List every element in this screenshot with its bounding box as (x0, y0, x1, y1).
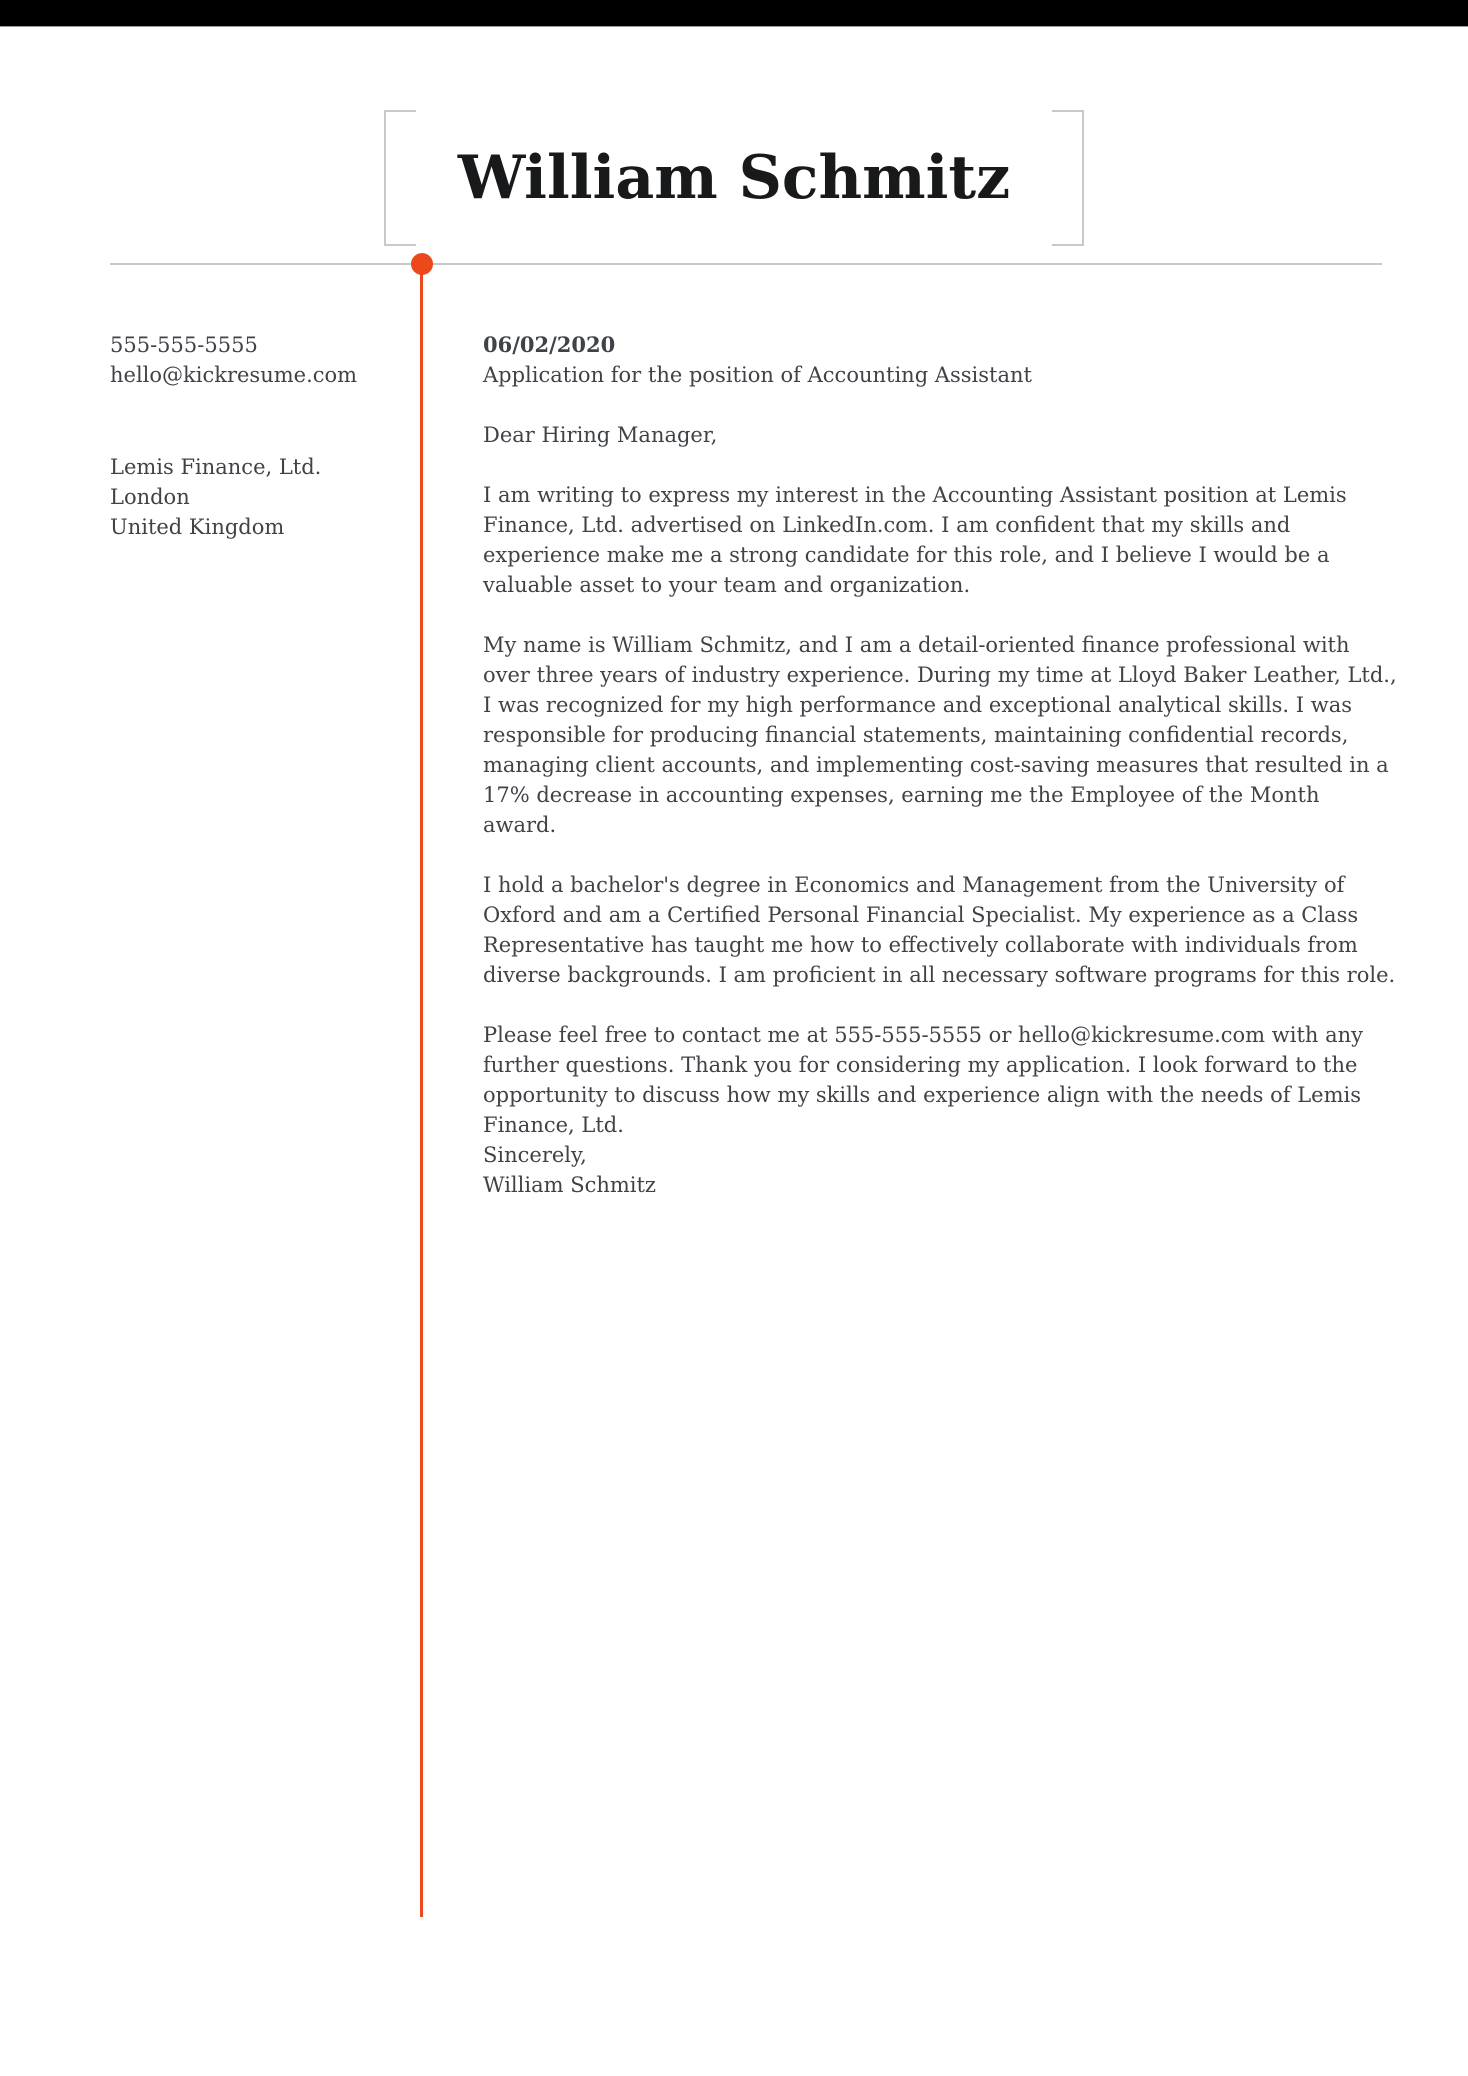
horizontal-divider (110, 263, 1382, 265)
phone-number: 555-555-5555 (110, 333, 258, 357)
letter-paragraph: Please feel free to contact me at 555-555-5555 or hello@kickresume.com with any further questions. Thank you for considering my application. I look forward to the opportunity to discuss how my skills and experience align with the needs of Lemis Finance, Ltd. (483, 1023, 1364, 1137)
recipient-address-block (110, 452, 380, 542)
email-address: hello@kickresume.com (110, 363, 358, 387)
letter-paragraph: My name is William Schmitz, and I am a detail-oriented finance professional with over three years of industry experience. During my time at Lloyd Baker Leather, Ltd., I was recognized for my high performance and exceptional analytical skills. I was responsible for producing financial statements, maintaining confidential records, managing client accounts, and implementing cost-saving measures that resulted in a 17% decrease in accounting expenses, earning me the Employee of the Month award. (483, 633, 1397, 837)
letter-body (483, 330, 1398, 1200)
company-city: London (110, 485, 190, 509)
letter-paragraph: I am writing to express my interest in the Accounting Assistant position at Lemis Finance, Ltd. advertised on LinkedIn.com. I am confident that my skills and experience make me a strong candidate for this role, and I believe I would be a valuable asset to your team and organization. (483, 483, 1347, 597)
closing-phrase: Sincerely, (483, 1143, 587, 1167)
letter-heading-block (483, 330, 1398, 390)
page-title: William Schmitz (457, 143, 1011, 213)
contact-sidebar (110, 330, 380, 542)
closing-block (483, 1140, 1398, 1200)
right-bracket-decoration (1052, 110, 1084, 246)
company-country: United Kingdom (110, 515, 285, 539)
name-header (0, 110, 1468, 246)
left-bracket-decoration (384, 110, 416, 246)
letter-subject: Application for the position of Accounting Assistant (483, 363, 1032, 387)
letter-date: 06/02/2020 (483, 332, 616, 357)
company-name: Lemis Finance, Ltd. (110, 455, 322, 479)
contact-block (110, 330, 380, 390)
salutation: Dear Hiring Manager, (483, 423, 718, 447)
letter-paragraph: I hold a bachelor's degree in Economics and Management from the University of Oxford and am a Certified Personal Financial Specialist. My experience as a Class Representative has taught me how to effectively collaborate with individuals from diverse backgrounds. I am proficient in all necessary software programs for this role. (483, 873, 1396, 987)
top-black-bar (0, 0, 1468, 27)
vertical-accent-rule (420, 264, 423, 1917)
signature-name: William Schmitz (483, 1173, 656, 1197)
